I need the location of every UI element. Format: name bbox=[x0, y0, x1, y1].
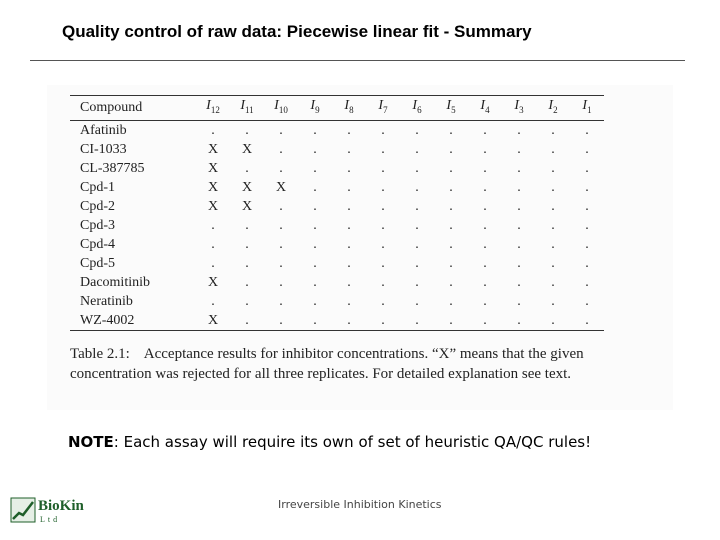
result-cell: . bbox=[347, 274, 351, 290]
header-compound: Compound bbox=[80, 100, 143, 116]
result-cell: . bbox=[415, 217, 419, 233]
compound-name: CL-387785 bbox=[80, 160, 145, 176]
result-cell: . bbox=[585, 198, 589, 214]
result-cell: . bbox=[245, 255, 249, 271]
header-i12: $I_{12}$ bbox=[206, 98, 220, 115]
table-row bbox=[70, 178, 604, 197]
result-cell: . bbox=[415, 293, 419, 309]
result-cell: X bbox=[207, 141, 219, 157]
result-cell: . bbox=[415, 198, 419, 214]
result-cell: . bbox=[449, 236, 453, 252]
header-i7: $I_7$ bbox=[378, 98, 388, 115]
header-i1: $I_1$ bbox=[582, 98, 592, 115]
result-cell: . bbox=[517, 198, 521, 214]
result-cell: . bbox=[313, 293, 317, 309]
compound-name: CI-1033 bbox=[80, 141, 127, 157]
result-cell: . bbox=[551, 160, 555, 176]
acceptance-table bbox=[70, 95, 604, 331]
result-cell: . bbox=[279, 293, 283, 309]
result-cell: . bbox=[517, 312, 521, 328]
result-cell: . bbox=[483, 198, 487, 214]
result-cell: . bbox=[279, 236, 283, 252]
result-cell: . bbox=[517, 236, 521, 252]
result-cell: . bbox=[517, 274, 521, 290]
result-cell: . bbox=[313, 236, 317, 252]
result-cell: . bbox=[551, 274, 555, 290]
result-cell: . bbox=[551, 236, 555, 252]
result-cell: . bbox=[449, 160, 453, 176]
result-cell: . bbox=[415, 274, 419, 290]
result-cell: . bbox=[483, 312, 487, 328]
result-cell: X bbox=[241, 179, 253, 195]
result-cell: . bbox=[551, 312, 555, 328]
result-cell: . bbox=[381, 198, 385, 214]
result-cell: . bbox=[415, 255, 419, 271]
result-cell: . bbox=[347, 236, 351, 252]
result-cell: . bbox=[347, 122, 351, 138]
result-cell: . bbox=[245, 160, 249, 176]
result-cell: . bbox=[585, 255, 589, 271]
result-cell: . bbox=[449, 293, 453, 309]
result-cell: . bbox=[517, 160, 521, 176]
result-cell: X bbox=[275, 179, 287, 195]
result-cell: . bbox=[381, 217, 385, 233]
compound-name: WZ-4002 bbox=[80, 312, 135, 328]
result-cell: . bbox=[211, 293, 215, 309]
table-row bbox=[70, 216, 604, 235]
table-row bbox=[70, 273, 604, 292]
result-cell: . bbox=[313, 122, 317, 138]
result-cell: . bbox=[449, 198, 453, 214]
result-cell: X bbox=[207, 312, 219, 328]
header-i3: $I_3$ bbox=[514, 98, 524, 115]
result-cell: . bbox=[449, 141, 453, 157]
result-cell: . bbox=[517, 293, 521, 309]
result-cell: . bbox=[347, 217, 351, 233]
result-cell: . bbox=[347, 255, 351, 271]
result-cell: . bbox=[347, 141, 351, 157]
result-cell: . bbox=[449, 122, 453, 138]
result-cell: X bbox=[207, 198, 219, 214]
table-row bbox=[70, 140, 604, 159]
result-cell: X bbox=[241, 198, 253, 214]
result-cell: X bbox=[241, 141, 253, 157]
result-cell: . bbox=[211, 236, 215, 252]
header-i6: $I_6$ bbox=[412, 98, 422, 115]
compound-name: Afatinib bbox=[80, 122, 127, 138]
result-cell: X bbox=[207, 160, 219, 176]
result-cell: . bbox=[415, 179, 419, 195]
result-cell: . bbox=[517, 217, 521, 233]
result-cell: . bbox=[347, 160, 351, 176]
result-cell: . bbox=[449, 274, 453, 290]
result-cell: . bbox=[347, 179, 351, 195]
result-cell: . bbox=[585, 122, 589, 138]
compound-name: Neratinib bbox=[80, 293, 133, 309]
result-cell: . bbox=[483, 122, 487, 138]
result-cell: . bbox=[313, 198, 317, 214]
result-cell: . bbox=[279, 274, 283, 290]
header-i10: $I_{10}$ bbox=[274, 98, 288, 115]
result-cell: . bbox=[279, 160, 283, 176]
result-cell: . bbox=[551, 198, 555, 214]
result-cell: . bbox=[415, 141, 419, 157]
result-cell: . bbox=[415, 122, 419, 138]
result-cell: . bbox=[517, 255, 521, 271]
result-cell: . bbox=[279, 198, 283, 214]
result-cell: . bbox=[381, 312, 385, 328]
table-row bbox=[70, 292, 604, 311]
result-cell: . bbox=[211, 122, 215, 138]
table-body bbox=[70, 120, 604, 330]
result-cell: . bbox=[245, 217, 249, 233]
result-cell: . bbox=[483, 255, 487, 271]
result-cell: . bbox=[347, 312, 351, 328]
result-cell: . bbox=[415, 236, 419, 252]
result-cell: . bbox=[279, 122, 283, 138]
result-cell: . bbox=[245, 312, 249, 328]
caption-label: Table 2.1: bbox=[70, 346, 130, 362]
result-cell: . bbox=[483, 141, 487, 157]
result-cell: . bbox=[483, 293, 487, 309]
header-i9: $I_9$ bbox=[310, 98, 320, 115]
result-cell: . bbox=[585, 274, 589, 290]
result-cell: . bbox=[483, 236, 487, 252]
result-cell: . bbox=[585, 293, 589, 309]
result-cell: . bbox=[245, 236, 249, 252]
result-cell: . bbox=[585, 141, 589, 157]
result-cell: . bbox=[449, 217, 453, 233]
footer-text: Irreversible Inhibition Kinetics bbox=[278, 498, 442, 511]
caption-text: Acceptance results for inhibitor concentrations. “X” means that the given concentration was rejected for all three replicates. For detailed explanation see text. bbox=[70, 346, 584, 382]
result-cell: . bbox=[517, 122, 521, 138]
result-cell: . bbox=[585, 312, 589, 328]
result-cell: . bbox=[381, 236, 385, 252]
note-label: NOTE bbox=[68, 433, 114, 451]
logo-suffix: Ltd bbox=[40, 515, 61, 524]
result-cell: . bbox=[483, 160, 487, 176]
result-cell: . bbox=[381, 122, 385, 138]
result-cell: . bbox=[585, 160, 589, 176]
compound-name: Cpd-2 bbox=[80, 198, 115, 214]
result-cell: . bbox=[517, 141, 521, 157]
result-cell: . bbox=[211, 255, 215, 271]
result-cell: . bbox=[483, 274, 487, 290]
compound-name: Cpd-5 bbox=[80, 255, 115, 271]
result-cell: . bbox=[313, 179, 317, 195]
logo-name: BioKin bbox=[38, 498, 84, 514]
result-cell: . bbox=[313, 217, 317, 233]
result-cell: . bbox=[279, 255, 283, 271]
result-cell: . bbox=[279, 217, 283, 233]
table-row bbox=[70, 197, 604, 216]
result-cell: . bbox=[313, 274, 317, 290]
result-cell: . bbox=[415, 160, 419, 176]
result-cell: . bbox=[551, 179, 555, 195]
result-cell: . bbox=[551, 141, 555, 157]
result-cell: . bbox=[585, 236, 589, 252]
header-i5: $I_5$ bbox=[446, 98, 456, 115]
result-cell: . bbox=[245, 122, 249, 138]
result-cell: . bbox=[381, 179, 385, 195]
header-i2: $I_2$ bbox=[548, 98, 558, 115]
header-i4: $I_4$ bbox=[480, 98, 490, 115]
result-cell: . bbox=[483, 179, 487, 195]
result-cell: . bbox=[449, 179, 453, 195]
result-cell: . bbox=[415, 312, 419, 328]
table-row bbox=[70, 120, 604, 140]
compound-name: Cpd-3 bbox=[80, 217, 115, 233]
table-row bbox=[70, 235, 604, 254]
slide-title: Quality control of raw data: Piecewise linear fit - Summary bbox=[62, 22, 532, 41]
result-cell: . bbox=[449, 255, 453, 271]
result-cell: . bbox=[279, 312, 283, 328]
result-cell: . bbox=[585, 179, 589, 195]
note-text: : Each assay will require its own of set of heuristic QA/QC rules! bbox=[113, 433, 592, 451]
result-cell: . bbox=[551, 217, 555, 233]
result-cell: . bbox=[313, 255, 317, 271]
header-i8: $I_8$ bbox=[344, 98, 354, 115]
result-cell: . bbox=[381, 160, 385, 176]
compound-name: Cpd-4 bbox=[80, 236, 115, 252]
result-cell: . bbox=[381, 293, 385, 309]
result-cell: . bbox=[381, 255, 385, 271]
result-cell: X bbox=[207, 179, 219, 195]
result-cell: . bbox=[381, 141, 385, 157]
header-i11: $I_{11}$ bbox=[240, 98, 254, 115]
note bbox=[68, 433, 591, 451]
table-caption bbox=[70, 344, 665, 384]
biokin-logo bbox=[10, 497, 90, 527]
title-divider bbox=[30, 60, 685, 61]
result-cell: . bbox=[381, 274, 385, 290]
result-cell: . bbox=[347, 293, 351, 309]
table-row bbox=[70, 159, 604, 178]
result-cell: . bbox=[313, 141, 317, 157]
result-cell: . bbox=[551, 293, 555, 309]
result-cell: . bbox=[551, 122, 555, 138]
result-cell: . bbox=[245, 293, 249, 309]
result-cell: . bbox=[551, 255, 555, 271]
result-cell: . bbox=[517, 179, 521, 195]
result-cell: . bbox=[313, 312, 317, 328]
result-cell: X bbox=[207, 274, 219, 290]
compound-name: Cpd-1 bbox=[80, 179, 115, 195]
table-header-row bbox=[70, 96, 604, 121]
result-cell: . bbox=[245, 274, 249, 290]
result-cell: . bbox=[585, 217, 589, 233]
table-row bbox=[70, 311, 604, 331]
compound-name: Dacomitinib bbox=[80, 274, 150, 290]
result-cell: . bbox=[313, 160, 317, 176]
logo-chart-icon bbox=[10, 497, 36, 523]
result-cell: . bbox=[211, 217, 215, 233]
result-cell: . bbox=[483, 217, 487, 233]
result-cell: . bbox=[347, 198, 351, 214]
result-cell: . bbox=[449, 312, 453, 328]
result-cell: . bbox=[279, 141, 283, 157]
table-row bbox=[70, 254, 604, 273]
